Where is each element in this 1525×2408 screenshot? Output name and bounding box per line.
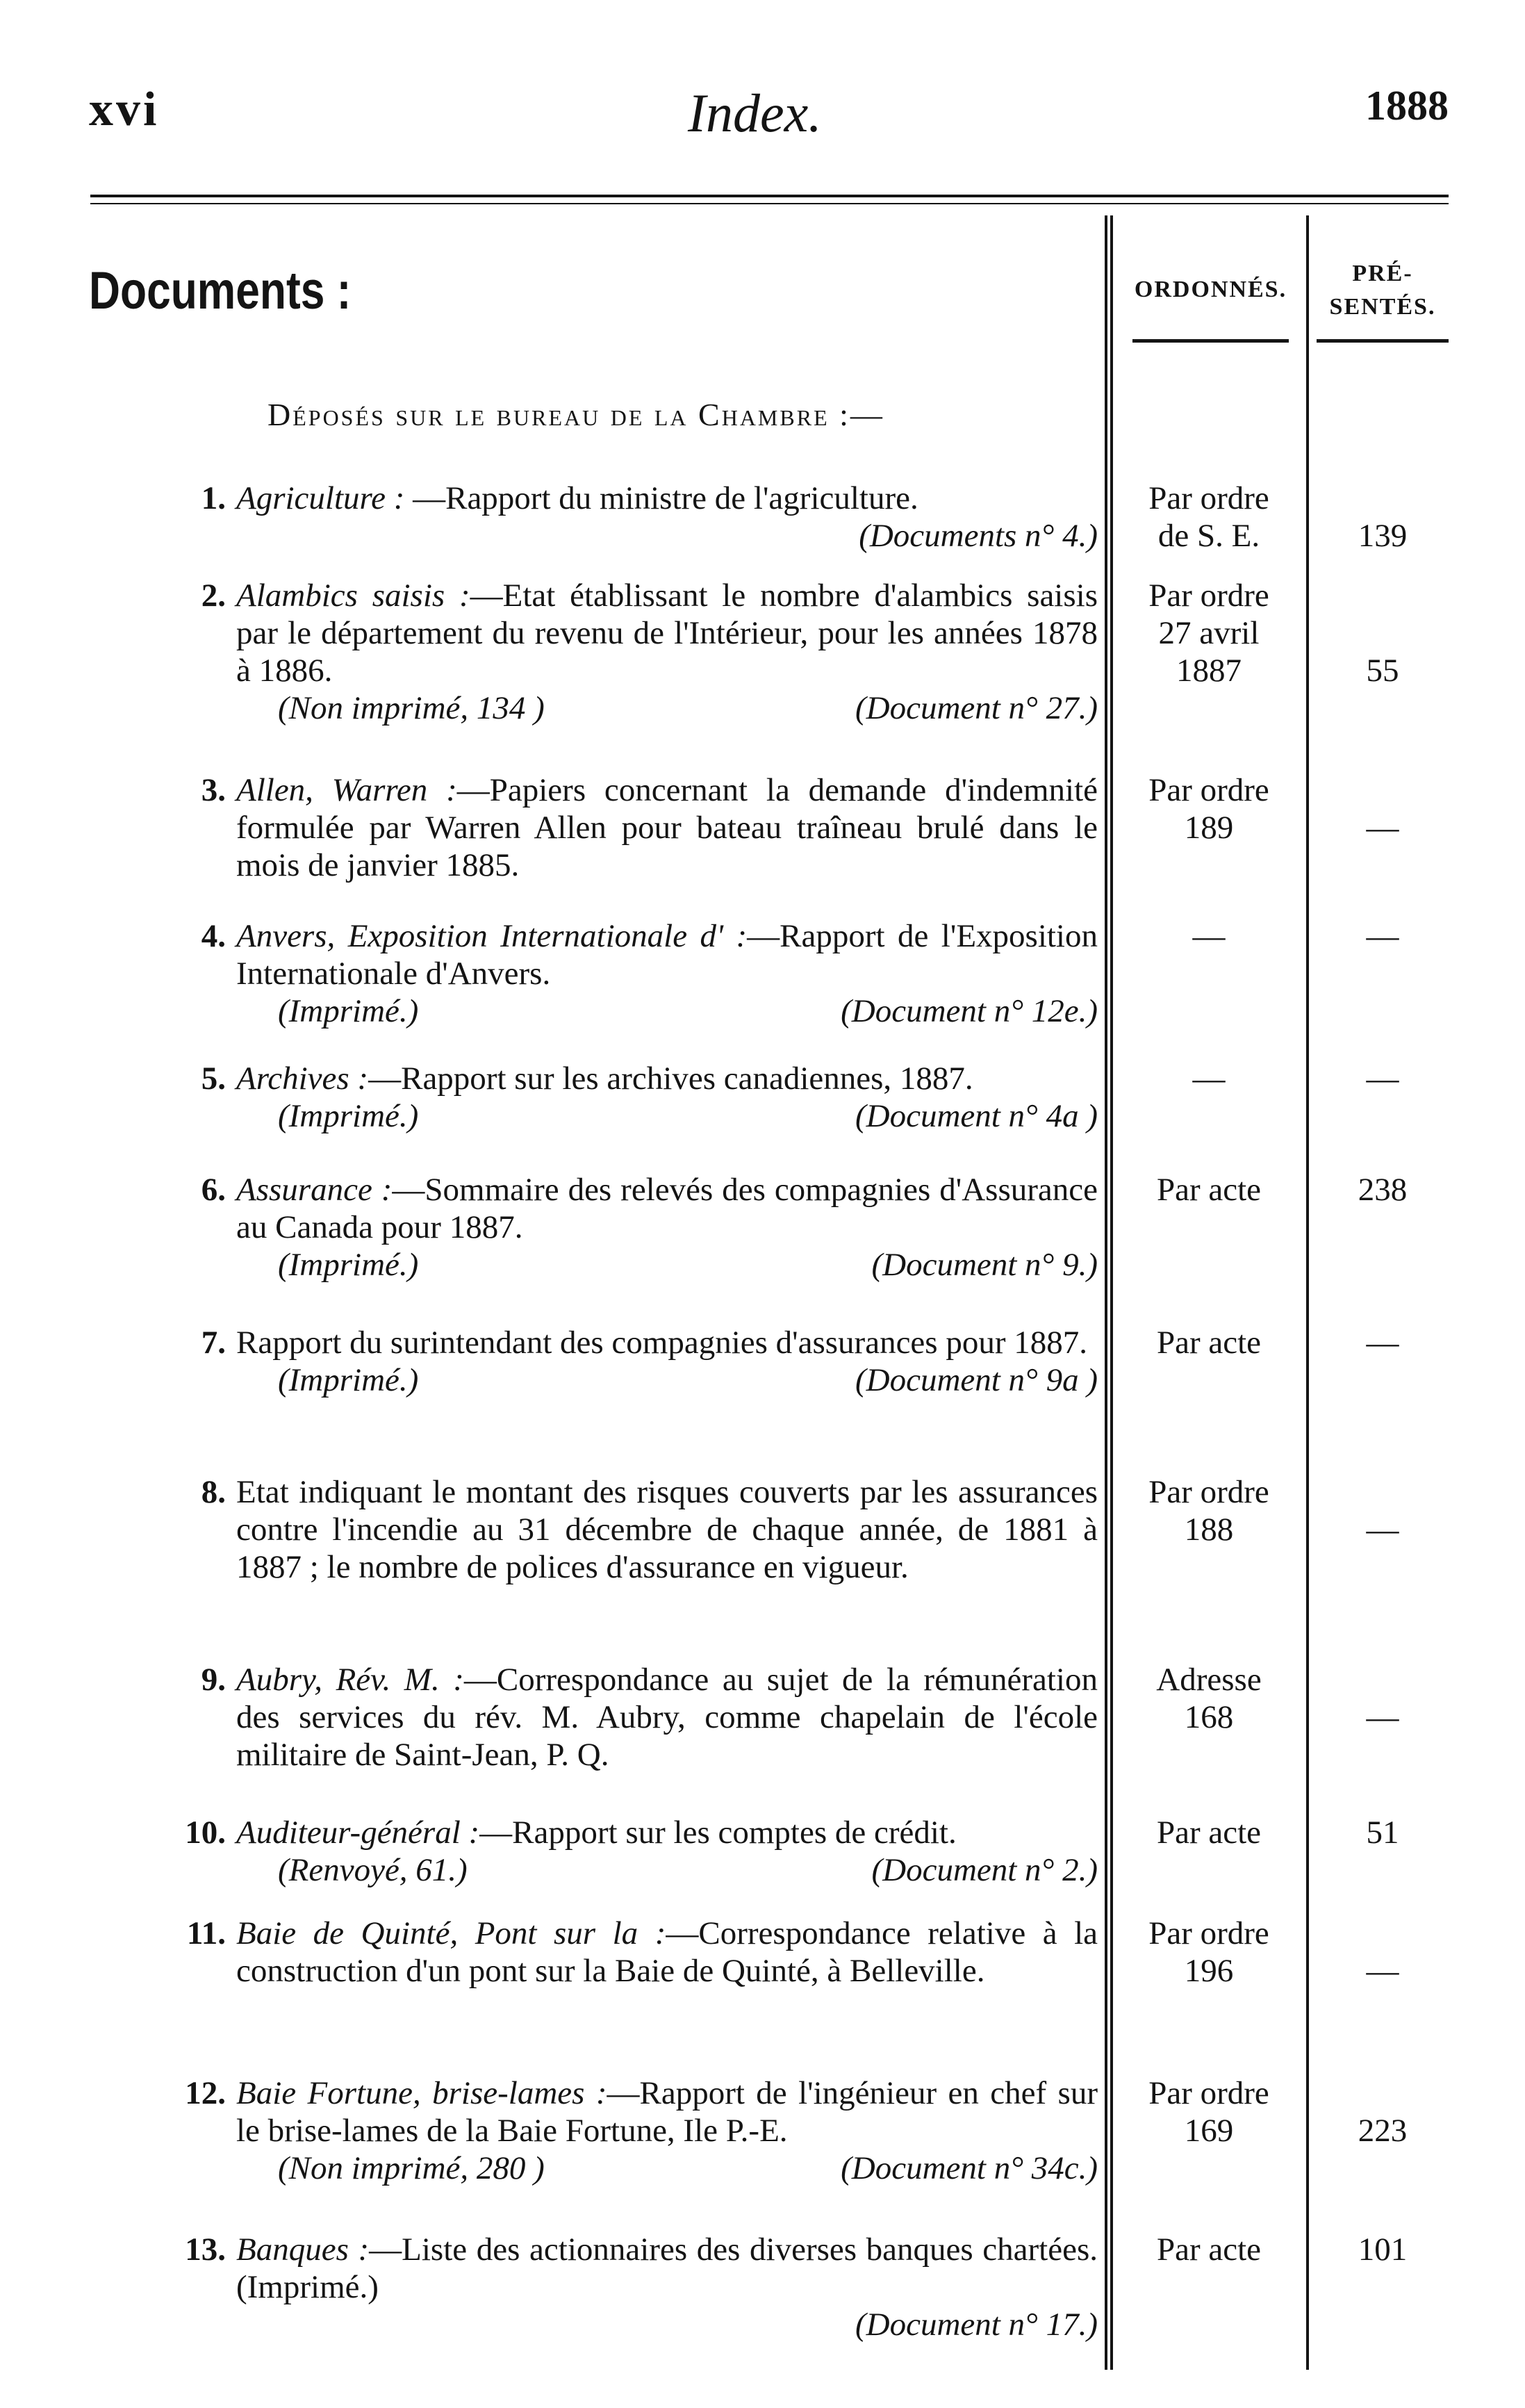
- entry-presente: —: [1366, 810, 1399, 846]
- column-divider-1a: [1105, 215, 1107, 2370]
- entry-text: Agriculture : —Rapport du ministre de l'agriculture.: [236, 480, 918, 516]
- entry-text: Banques :—Liste des actionnaires des diverses banques chartées. (Imprimé.): [236, 2231, 1098, 2305]
- entry-document-ref: (Document n° 34c.): [841, 2150, 1098, 2186]
- subheading: Déposés sur le bureau de la Chambre :—: [267, 397, 884, 432]
- entry-document-ref: (Document n° 27.): [855, 690, 1098, 726]
- entry-ordonne: Par ordre 188: [1148, 1474, 1269, 1548]
- entry: [181, 917, 1098, 1030]
- entry-ordonne: —: [1192, 918, 1226, 954]
- entry-number: 5.: [201, 1060, 226, 1097]
- entry: [181, 1324, 1098, 1399]
- entry-number: 11.: [186, 1915, 226, 1951]
- entry: [181, 1814, 1098, 1889]
- entry-number: 10.: [185, 1815, 226, 1851]
- entry-notes: [278, 517, 1098, 555]
- entry-presente: —: [1366, 918, 1399, 954]
- header-rule-top: [90, 195, 1449, 197]
- entry-notes: [278, 689, 1098, 727]
- entry-subject: Alambics saisis :: [236, 578, 470, 614]
- entry-number: 9.: [201, 1662, 226, 1698]
- entry-text: Aubry, Rév. M. :—Correspondance au sujet de la rémunération des services du rév. M. Aubry, comme chapelain de l'école militaire de Saint-Jean, P. Q.: [236, 1662, 1098, 1773]
- entry-ordonne: Par ordre 189: [1148, 772, 1269, 846]
- column-header-rule: [1132, 339, 1289, 343]
- column-divider-1b: [1110, 215, 1113, 2370]
- entry-text: Baie de Quinté, Pont sur la :—Correspondance relative à la construction d'un pont sur la Baie de Quinté, à Belleville.: [236, 1915, 1098, 1989]
- entry-subject: Aubry, Rév. M. :: [236, 1662, 464, 1698]
- header-rule-bottom: [90, 203, 1449, 204]
- entry-ordonne: Par acte: [1156, 1172, 1262, 1208]
- entry-subject: Auditeur-général :: [236, 1815, 480, 1851]
- entry-print-status: (Non imprimé, 134 ): [278, 690, 545, 726]
- entry-subject: Archives :: [236, 1060, 369, 1097]
- entry-ordonne: Par ordre 27 avril 1887: [1148, 578, 1269, 689]
- entry-text: Allen, Warren :—Papiers concernant la demande d'indemnité formulée par Warren Allen pour bateau traîneau brulé dans le mois de janvier 1885.: [236, 772, 1098, 883]
- entry-text: Alambics saisis :—Etat établissant le nombre d'alambics saisis par le département du revenu de l'Intérieur, pour les années 1878 à 1886.: [236, 578, 1098, 689]
- entry-notes: [278, 2149, 1098, 2187]
- entry-presente: 101: [1358, 2231, 1408, 2268]
- entry-presente: 55: [1366, 653, 1399, 689]
- entry-document-ref: (Document n° 17.): [855, 2307, 1098, 2343]
- entry-presente: 238: [1358, 1172, 1408, 1208]
- entry: [181, 577, 1098, 727]
- entry-ordonne: Par ordre 196: [1148, 1915, 1269, 1989]
- entry: [181, 2074, 1098, 2187]
- entry-number: 13.: [185, 2231, 226, 2268]
- entry-subject: Agriculture :: [236, 480, 405, 516]
- entry-subject: Anvers, Exposition Internationale d' :: [236, 918, 748, 954]
- entry-text: Etat indiquant le montant des risques couverts par les assurances contre l'incendie au 31 décembre de chaque année, de 1881 à 1887 ; le nombre de polices d'assurance en vigueur.: [236, 1474, 1098, 1585]
- entry-number: 1.: [201, 480, 226, 516]
- entry-number: 8.: [201, 1474, 226, 1510]
- entry-presente: 51: [1366, 1815, 1399, 1851]
- year: 1888: [1365, 83, 1449, 129]
- entry-subject: Banques :: [236, 2231, 370, 2268]
- entry-document-ref: (Document n° 2.): [871, 1852, 1098, 1888]
- column-header-rule: [1317, 339, 1449, 343]
- entry-presente: —: [1366, 1699, 1399, 1735]
- entry: [181, 2231, 1098, 2343]
- entry-ordonne: Par ordre de S. E.: [1148, 480, 1269, 554]
- entry-ordonne: Adresse 168: [1156, 1662, 1262, 1735]
- entry-subject: Baie de Quinté, Pont sur la :: [236, 1915, 666, 1951]
- entry: [181, 771, 1098, 884]
- column-divider-2: [1306, 215, 1309, 2370]
- entry-number: 3.: [201, 772, 226, 808]
- entry-notes: [278, 1246, 1098, 1284]
- page-number: xvi: [89, 83, 160, 136]
- entry-print-status: (Imprimé.): [278, 1362, 419, 1398]
- entry-document-ref: (Documents n° 4.): [859, 518, 1098, 554]
- entry-ordonne: Par acte: [1156, 2231, 1262, 2268]
- entry-print-status: (Renvoyé, 61.): [278, 1852, 468, 1888]
- entry-number: 2.: [201, 578, 226, 614]
- entry: [181, 1171, 1098, 1284]
- entry-number: 4.: [201, 918, 226, 954]
- entry-document-ref: (Document n° 4a ): [855, 1098, 1098, 1134]
- entry-text: Auditeur-général :—Rapport sur les comptes de crédit.: [236, 1815, 957, 1851]
- section-title: Documents :: [89, 261, 352, 320]
- entry-text: Assurance :—Sommaire des relevés des compagnies d'Assurance au Canada pour 1887.: [236, 1172, 1098, 1245]
- entry-notes: [278, 1851, 1098, 1889]
- entry-print-status: (Imprimé.): [278, 1098, 419, 1134]
- entry-presente: —: [1366, 1060, 1399, 1097]
- entry-notes: [278, 992, 1098, 1030]
- entry-print-status: (Non imprimé, 280 ): [278, 2150, 545, 2186]
- entry-ordonne: Par acte: [1156, 1325, 1262, 1361]
- entry-notes: [278, 1361, 1098, 1399]
- entry-text: Baie Fortune, brise-lames :—Rapport de l'ingénieur en chef sur le brise-lames de la Baie Fortune, Ile P.-E.: [236, 2075, 1098, 2149]
- entry-ordonne: —: [1192, 1060, 1226, 1097]
- entry-document-ref: (Document n° 12e.): [841, 993, 1098, 1029]
- entry-text: Anvers, Exposition Internationale d' :—Rapport de l'Exposition Internationale d'Anvers.: [236, 918, 1098, 992]
- entry-subject: Allen, Warren :: [236, 772, 457, 808]
- entry-print-status: (Imprimé.): [278, 1247, 419, 1283]
- entry-text: Rapport du surintendant des compagnies d'assurances pour 1887.: [236, 1325, 1087, 1361]
- entry-number: 12.: [185, 2075, 226, 2111]
- entry: [181, 1060, 1098, 1135]
- entry-presente: 139: [1358, 518, 1408, 554]
- column-header-presentes: PRÉ- SENTÉS.: [1329, 261, 1436, 320]
- entry: [181, 1661, 1098, 1774]
- page-title: Index.: [688, 83, 822, 143]
- entry-ordonne: Par acte: [1156, 1815, 1262, 1851]
- entry-notes: [278, 2306, 1098, 2343]
- entry-number: 6.: [201, 1172, 226, 1208]
- entry: [181, 1473, 1098, 1586]
- entry: [181, 480, 1098, 555]
- entry-text: Archives :—Rapport sur les archives canadiennes, 1887.: [236, 1060, 973, 1097]
- entry-presente: —: [1366, 1953, 1399, 1989]
- entry-notes: [278, 1097, 1098, 1135]
- entry-ordonne: Par ordre 169: [1148, 2075, 1269, 2149]
- column-header-ordonnes: ORDONNÉS.: [1134, 277, 1287, 302]
- entry-subject: Assurance :: [236, 1172, 393, 1208]
- entry-presente: 223: [1358, 2113, 1408, 2149]
- entry-presente: —: [1366, 1325, 1399, 1361]
- entry: [181, 1915, 1098, 1990]
- entry-presente: —: [1366, 1512, 1399, 1548]
- entry-subject: Baie Fortune, brise-lames :: [236, 2075, 607, 2111]
- entry-document-ref: (Document n° 9.): [871, 1247, 1098, 1283]
- entry-document-ref: (Document n° 9a ): [855, 1362, 1098, 1398]
- entry-print-status: (Imprimé.): [278, 993, 419, 1029]
- entry-number: 7.: [201, 1325, 226, 1361]
